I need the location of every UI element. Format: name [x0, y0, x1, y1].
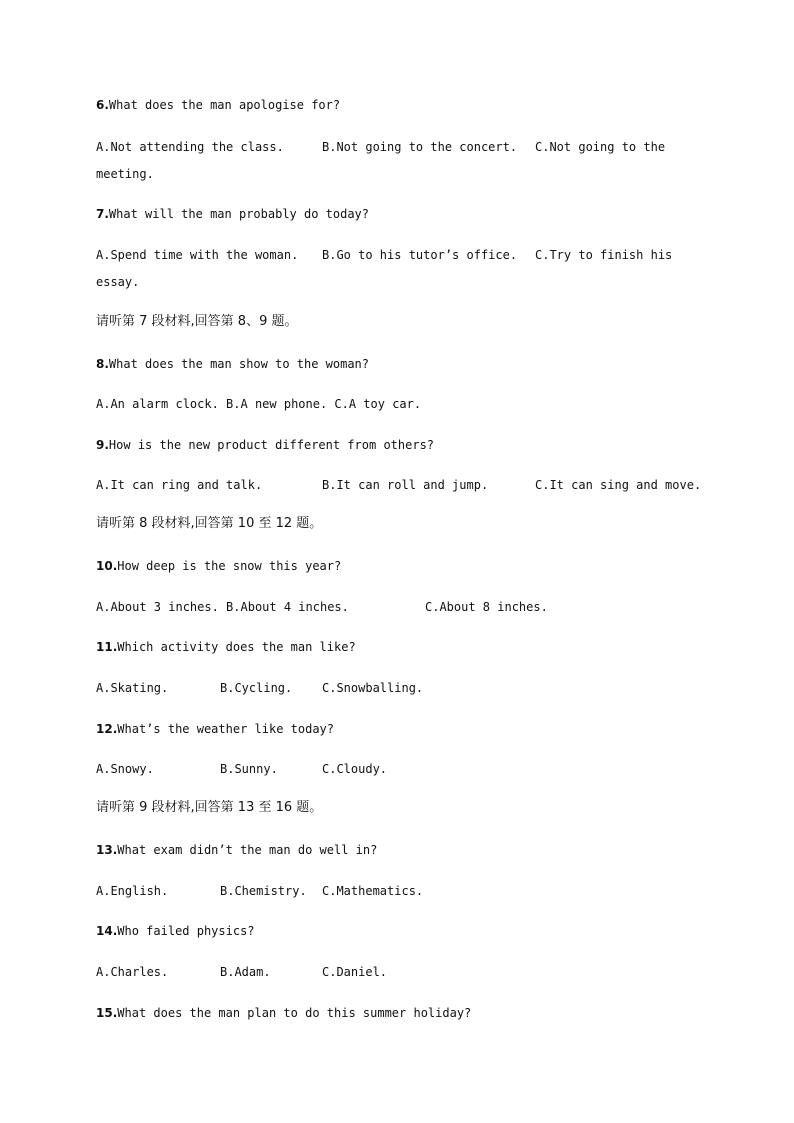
question-number: 10. — [96, 559, 118, 573]
option-b: B.Cycling. — [220, 681, 293, 695]
option-c: C.Mathematics. — [322, 884, 424, 898]
option-a: A.Spend time with the woman. — [96, 248, 299, 262]
question-number: 15. — [96, 1006, 118, 1020]
question-7 — [96, 207, 369, 221]
option-c: C.Cloudy. — [322, 762, 388, 776]
option-b: B.Chemistry. — [220, 884, 307, 898]
question-8 — [96, 357, 369, 371]
option-b: B.Not going to the concert. — [322, 140, 518, 154]
option-c: C.It can sing and move. — [535, 478, 702, 492]
option-c-continued: meeting. — [96, 167, 154, 181]
question-number: 13. — [96, 843, 118, 857]
section-heading-8: 请听第 8 段材料,回答第 10 至 12 题。 — [96, 516, 323, 531]
option-b: B.Go to his tutor’s office. — [322, 248, 518, 262]
question-text: What will the man probably do today? — [108, 207, 370, 221]
question-9 — [96, 438, 434, 452]
question-10 — [96, 559, 341, 573]
option-c-continued: essay. — [96, 275, 140, 289]
option-a: A.Snowy. — [96, 762, 154, 776]
option-c: C.Daniel. — [322, 965, 388, 979]
question-text: Who failed physics? — [117, 924, 255, 938]
section-heading-9: 请听第 9 段材料,回答第 13 至 16 题。 — [96, 800, 323, 815]
option-c: C.Try to finish his — [535, 248, 673, 262]
option-a: A.Not attending the class. — [96, 140, 284, 154]
option-a: A.English. — [96, 884, 169, 898]
question-number: 7. — [96, 207, 109, 221]
question-text: How deep is the snow this year? — [117, 559, 342, 573]
question-11 — [96, 640, 356, 654]
question-12 — [96, 722, 334, 736]
question-number: 14. — [96, 924, 118, 938]
options-line: A.An alarm clock. B.A new phone. C.A toy car. — [96, 397, 422, 411]
option-a: A.Skating. — [96, 681, 169, 695]
question-text: What does the man show to the woman? — [108, 357, 370, 371]
option-a-b: A.About 3 inches. B.About 4 inches. — [96, 600, 349, 614]
question-text: What does the man plan to do this summer holiday? — [117, 1006, 472, 1020]
question-number: 6. — [96, 98, 109, 112]
option-b: B.Sunny. — [220, 762, 278, 776]
option-b: B.It can roll and jump. — [322, 478, 489, 492]
question-text: What’s the weather like today? — [117, 722, 335, 736]
question-number: 12. — [96, 722, 118, 736]
option-c: C.About 8 inches. — [425, 600, 548, 614]
option-c: C.Not going to the — [535, 140, 666, 154]
option-a: A.It can ring and talk. — [96, 478, 263, 492]
question-text: What does the man apologise for? — [108, 98, 341, 112]
question-6 — [96, 98, 340, 112]
question-text: Which activity does the man like? — [117, 640, 356, 654]
question-number: 8. — [96, 357, 109, 371]
question-14 — [96, 924, 255, 938]
question-number: 11. — [96, 640, 118, 654]
option-c: C.Snowballing. — [322, 681, 424, 695]
question-13 — [96, 843, 377, 857]
option-b: B.Adam. — [220, 965, 271, 979]
section-heading-7: 请听第 7 段材料,回答第 8、9 题。 — [96, 314, 298, 329]
question-number: 9. — [96, 438, 109, 452]
question-text: How is the new product different from others? — [108, 438, 435, 452]
question-text: What exam didn’t the man do well in? — [117, 843, 378, 857]
option-a: A.Charles. — [96, 965, 169, 979]
question-15 — [96, 1006, 471, 1020]
